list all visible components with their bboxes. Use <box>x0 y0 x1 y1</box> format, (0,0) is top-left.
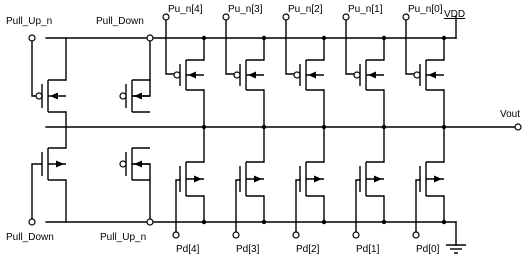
pu-label-1: Pu_n[3] <box>228 4 263 15</box>
pu-label-4: Pu_n[0] <box>408 4 443 15</box>
pu-pmos-1-arrow <box>248 72 256 79</box>
pd-nmos-1-arrow <box>254 176 262 183</box>
pu-pmos-3-arrow <box>368 72 376 79</box>
pd-pin-1 <box>233 232 239 238</box>
pre-pmos-left-bubble <box>36 93 42 99</box>
pd-pin-2 <box>293 232 299 238</box>
pu-vdd-node-0 <box>202 36 206 40</box>
pd-gnd-node-1 <box>262 220 266 224</box>
pd-nmos-0-arrow <box>194 176 202 183</box>
pd-nmos-2-arrow <box>314 176 322 183</box>
pu-pmos-4-arrow <box>428 72 436 79</box>
pre-pmos-right-arrow <box>134 93 142 100</box>
pull-up-n-top-wire <box>32 41 42 96</box>
wires <box>32 16 516 245</box>
pull-up-n-top-label: Pull_Up_n <box>6 16 53 27</box>
pd-label-2: Pd[2] <box>296 244 320 255</box>
pull-up-n-bottom-label: Pull_Up_n <box>100 232 147 243</box>
pre-pmos-bottom-bubble <box>120 161 126 167</box>
pull-down-bottom-label: Pull_Down <box>6 232 54 243</box>
pu-out-node-3 <box>382 125 386 129</box>
pull-up-n-bottom-wire <box>132 164 150 219</box>
pd-gnd-node-2 <box>322 220 326 224</box>
pd-pin-4 <box>413 232 419 238</box>
pu-out-node-0 <box>202 125 206 129</box>
vout-pin <box>515 124 521 130</box>
symbols <box>29 14 521 253</box>
pu-pmos-2-bubble <box>294 72 300 78</box>
pd-label-1: Pd[3] <box>236 244 260 255</box>
pu-vdd-node-3 <box>382 36 386 40</box>
pu-vdd-node-1 <box>262 36 266 40</box>
pu-pmos-3-bubble <box>354 72 360 78</box>
pd-label-4: Pd[0] <box>416 244 440 255</box>
pu-label-2: Pu_n[2] <box>288 4 323 15</box>
pu-pmos-1-bubble <box>234 72 240 78</box>
pull-up-n-top-pin <box>29 35 35 41</box>
pu-vdd-node-2 <box>322 36 326 40</box>
pull-down-top-label: Pull_Down <box>96 16 144 27</box>
pu-out-node-1 <box>262 125 266 129</box>
pu-pmos-0-arrow <box>188 72 196 79</box>
pu-gate-wire-1 <box>226 20 234 74</box>
pu-pmos-0-bubble <box>174 72 180 78</box>
pull-up-n-bottom-pin <box>147 219 153 225</box>
pre-pmos-left-arrow <box>50 93 58 100</box>
pd-pin-0 <box>173 232 179 238</box>
pd-nmos-3-arrow <box>374 176 382 183</box>
pu-gate-wire-0 <box>166 20 174 74</box>
pre-pmos-bottom-arrow <box>134 161 142 168</box>
pu-label-3: Pu_n[1] <box>348 4 383 15</box>
pull-down-bottom-wire <box>32 164 42 219</box>
pre-nmos-left-arrow <box>56 161 64 168</box>
pu-label-0: Pu_n[4] <box>168 4 203 15</box>
vdd-label: VDD <box>444 9 466 20</box>
pd-label-3: Pd[1] <box>356 244 380 255</box>
pu-pmos-2-arrow <box>308 72 316 79</box>
pd-gnd-node-3 <box>382 220 386 224</box>
pu-out-node-2 <box>322 125 326 129</box>
pull-down-bottom-pin <box>29 219 35 225</box>
vout-label: Vout <box>500 109 521 120</box>
pu-gate-wire-4 <box>406 20 414 74</box>
pd-gnd-node-4 <box>442 220 446 224</box>
pu-pmos-4-bubble <box>414 72 420 78</box>
pre-pmos-right-bubble <box>120 93 126 99</box>
pd-gnd-node-0 <box>202 220 206 224</box>
pu-gate-wire-2 <box>286 20 294 74</box>
pd-pin-3 <box>353 232 359 238</box>
pd-label-0: Pd[4] <box>176 244 200 255</box>
pu-gate-wire-3 <box>346 20 354 74</box>
pu-out-node-4 <box>442 125 446 129</box>
pd-nmos-4-arrow <box>434 176 442 183</box>
labels <box>6 4 520 255</box>
pull-down-top-pin <box>147 35 153 41</box>
pu-vdd-node-4 <box>442 36 446 40</box>
